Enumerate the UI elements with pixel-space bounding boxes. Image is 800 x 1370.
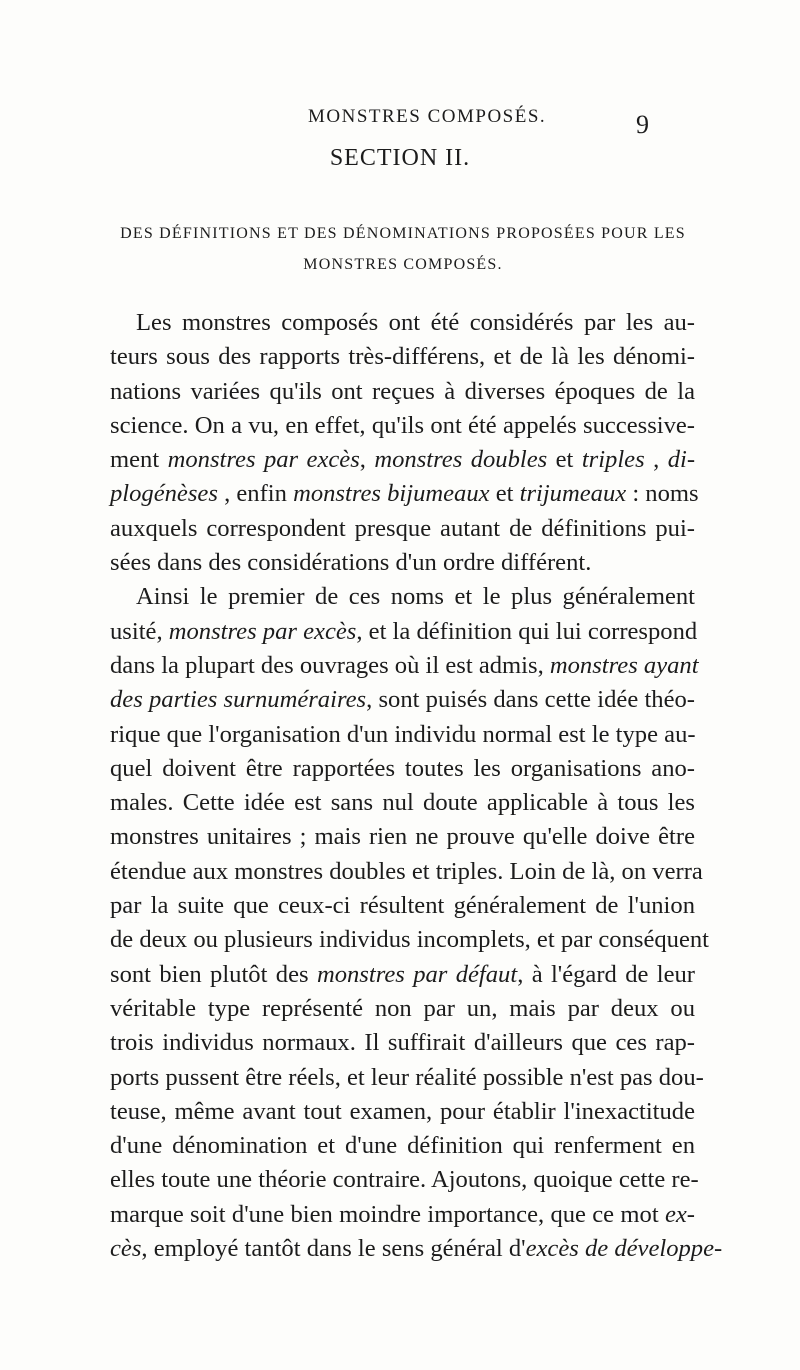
text-line [110, 820, 695, 854]
text-run: véritable type représenté non par un, mais par deux ou [110, 994, 695, 1022]
text-run: Ainsi le premier de ces noms et le plus généralement [136, 583, 695, 611]
text-run: males. Cette idée est sans nul doute applicable à tous les [110, 789, 695, 817]
text-run: marque soit d'une bien moindre importance, que ce mot [110, 1200, 665, 1228]
text-run: ment [110, 446, 168, 474]
text-run: , [359, 446, 375, 474]
text-run: teuse, même avant tout examen, pour établir l'inexactitude [110, 1097, 695, 1125]
text-run: et [547, 446, 582, 474]
text-line [110, 855, 703, 889]
italic-term: monstres par excès [167, 446, 360, 474]
text-line [110, 615, 698, 649]
text-run: , enfin [217, 480, 294, 508]
text-run: ports pussent être réels, et leur réalité possible n'est pas dou- [110, 1063, 704, 1091]
text-run: par la suite que ceux-ci résultent généralement de l'union [110, 892, 695, 920]
text-line [110, 546, 695, 580]
section-subtitle-line: MONSTRES COMPOSÉS. [303, 256, 503, 273]
text-line [110, 340, 695, 374]
text-run: science. On a vu, en effet, qu'ils ont été appelés successive- [110, 411, 695, 439]
text-run: trois individus normaux. Il suffirait d'ailleurs que ces rap- [110, 1029, 695, 1057]
text-run: et [489, 480, 520, 508]
italic-term: monstres par excès [168, 617, 357, 645]
text-run: sont bien plutôt des [110, 960, 317, 988]
text-run: , à l'égard de leur [517, 960, 695, 988]
section-heading: SECTION II. [329, 145, 471, 171]
text-line [110, 1026, 695, 1060]
section-subtitle-line: DES DÉFINITIONS ET DES DÉNOMINATIONS PROPOSÉES POUR LES [120, 225, 686, 242]
italic-term: monstres doubles [374, 446, 548, 474]
italic-term: plogénèses [110, 480, 218, 508]
text-run: auxquels correspondent presque autant de définitions pui- [110, 514, 695, 542]
text-run: de deux ou plusieurs individus incomplets, et par conséquent [110, 926, 710, 954]
text-line [110, 958, 695, 992]
text-line [110, 1095, 695, 1129]
text-line [110, 306, 695, 340]
text-line [110, 718, 695, 752]
running-head [0, 100, 800, 140]
text-line [110, 1198, 695, 1232]
body-text [110, 306, 723, 1266]
text-run: teurs sous des rapports très-différens, et de là les dénomi- [110, 343, 695, 371]
text-run: Les monstres composés ont été considérés par les au- [136, 309, 695, 336]
text-line [110, 992, 695, 1026]
text-run: d'une dénomination et d'une définition qui renferment en [110, 1132, 695, 1160]
text-run: quel doivent être rapportées toutes les organisations ano- [110, 754, 695, 782]
text-run: elles toute une théorie contraire. Ajoutons, quoique cette re- [110, 1166, 699, 1194]
text-run: , employé tantôt dans le sens général d' [141, 1235, 526, 1263]
text-line [110, 477, 699, 511]
text-line [110, 683, 695, 717]
text-run: monstres unitaires ; mais rien ne prouve qu'elle doive être [110, 823, 695, 851]
italic-term: cès [110, 1235, 142, 1263]
text-run: sées dans des considérations d'un ordre différent. [110, 549, 592, 577]
text-run: usité, [110, 617, 169, 645]
italic-term: triples [581, 446, 645, 474]
text-line [110, 752, 695, 786]
italic-term: di- [667, 446, 696, 474]
text-line [110, 375, 695, 409]
italic-term: excès de développe- [525, 1235, 723, 1263]
text-line [110, 786, 695, 820]
text-run: dans la plupart des ouvrages où il est admis, [110, 651, 550, 679]
text-run: , et la définition qui lui correspond [356, 617, 698, 645]
text-run: : noms [626, 480, 699, 508]
text-line [110, 580, 695, 614]
text-line [110, 512, 695, 546]
italic-term: ex- [664, 1200, 695, 1228]
text-run: , sont puisés dans cette idée théo- [366, 686, 696, 714]
italic-term: trijumeaux [519, 480, 627, 508]
text-run: nations variées qu'ils ont reçues à diverses époques de la [110, 377, 695, 405]
text-line [110, 923, 710, 957]
section-subtitle [108, 218, 698, 280]
text-run: étendue aux monstres doubles et triples. Loin de là, on verra [110, 857, 703, 885]
italic-term: monstres bijumeaux [293, 480, 490, 508]
italic-term: monstres ayant [549, 651, 699, 679]
page-number: 9 [636, 110, 649, 139]
text-line [110, 1129, 695, 1163]
text-line [110, 443, 695, 477]
text-line [110, 1163, 699, 1197]
text-line [110, 1061, 704, 1095]
text-line [110, 409, 695, 443]
text-line [110, 889, 695, 923]
running-title: MONSTRES COMPOSÉS. [308, 106, 547, 127]
italic-term: des parties surnuméraires [110, 686, 367, 714]
italic-term: monstres par défaut [316, 960, 518, 988]
text-line [110, 649, 699, 683]
text-run: rique que l'organisation d'un individu normal est le type au- [110, 720, 696, 748]
text-line [110, 1232, 723, 1266]
text-run: , [644, 446, 668, 474]
